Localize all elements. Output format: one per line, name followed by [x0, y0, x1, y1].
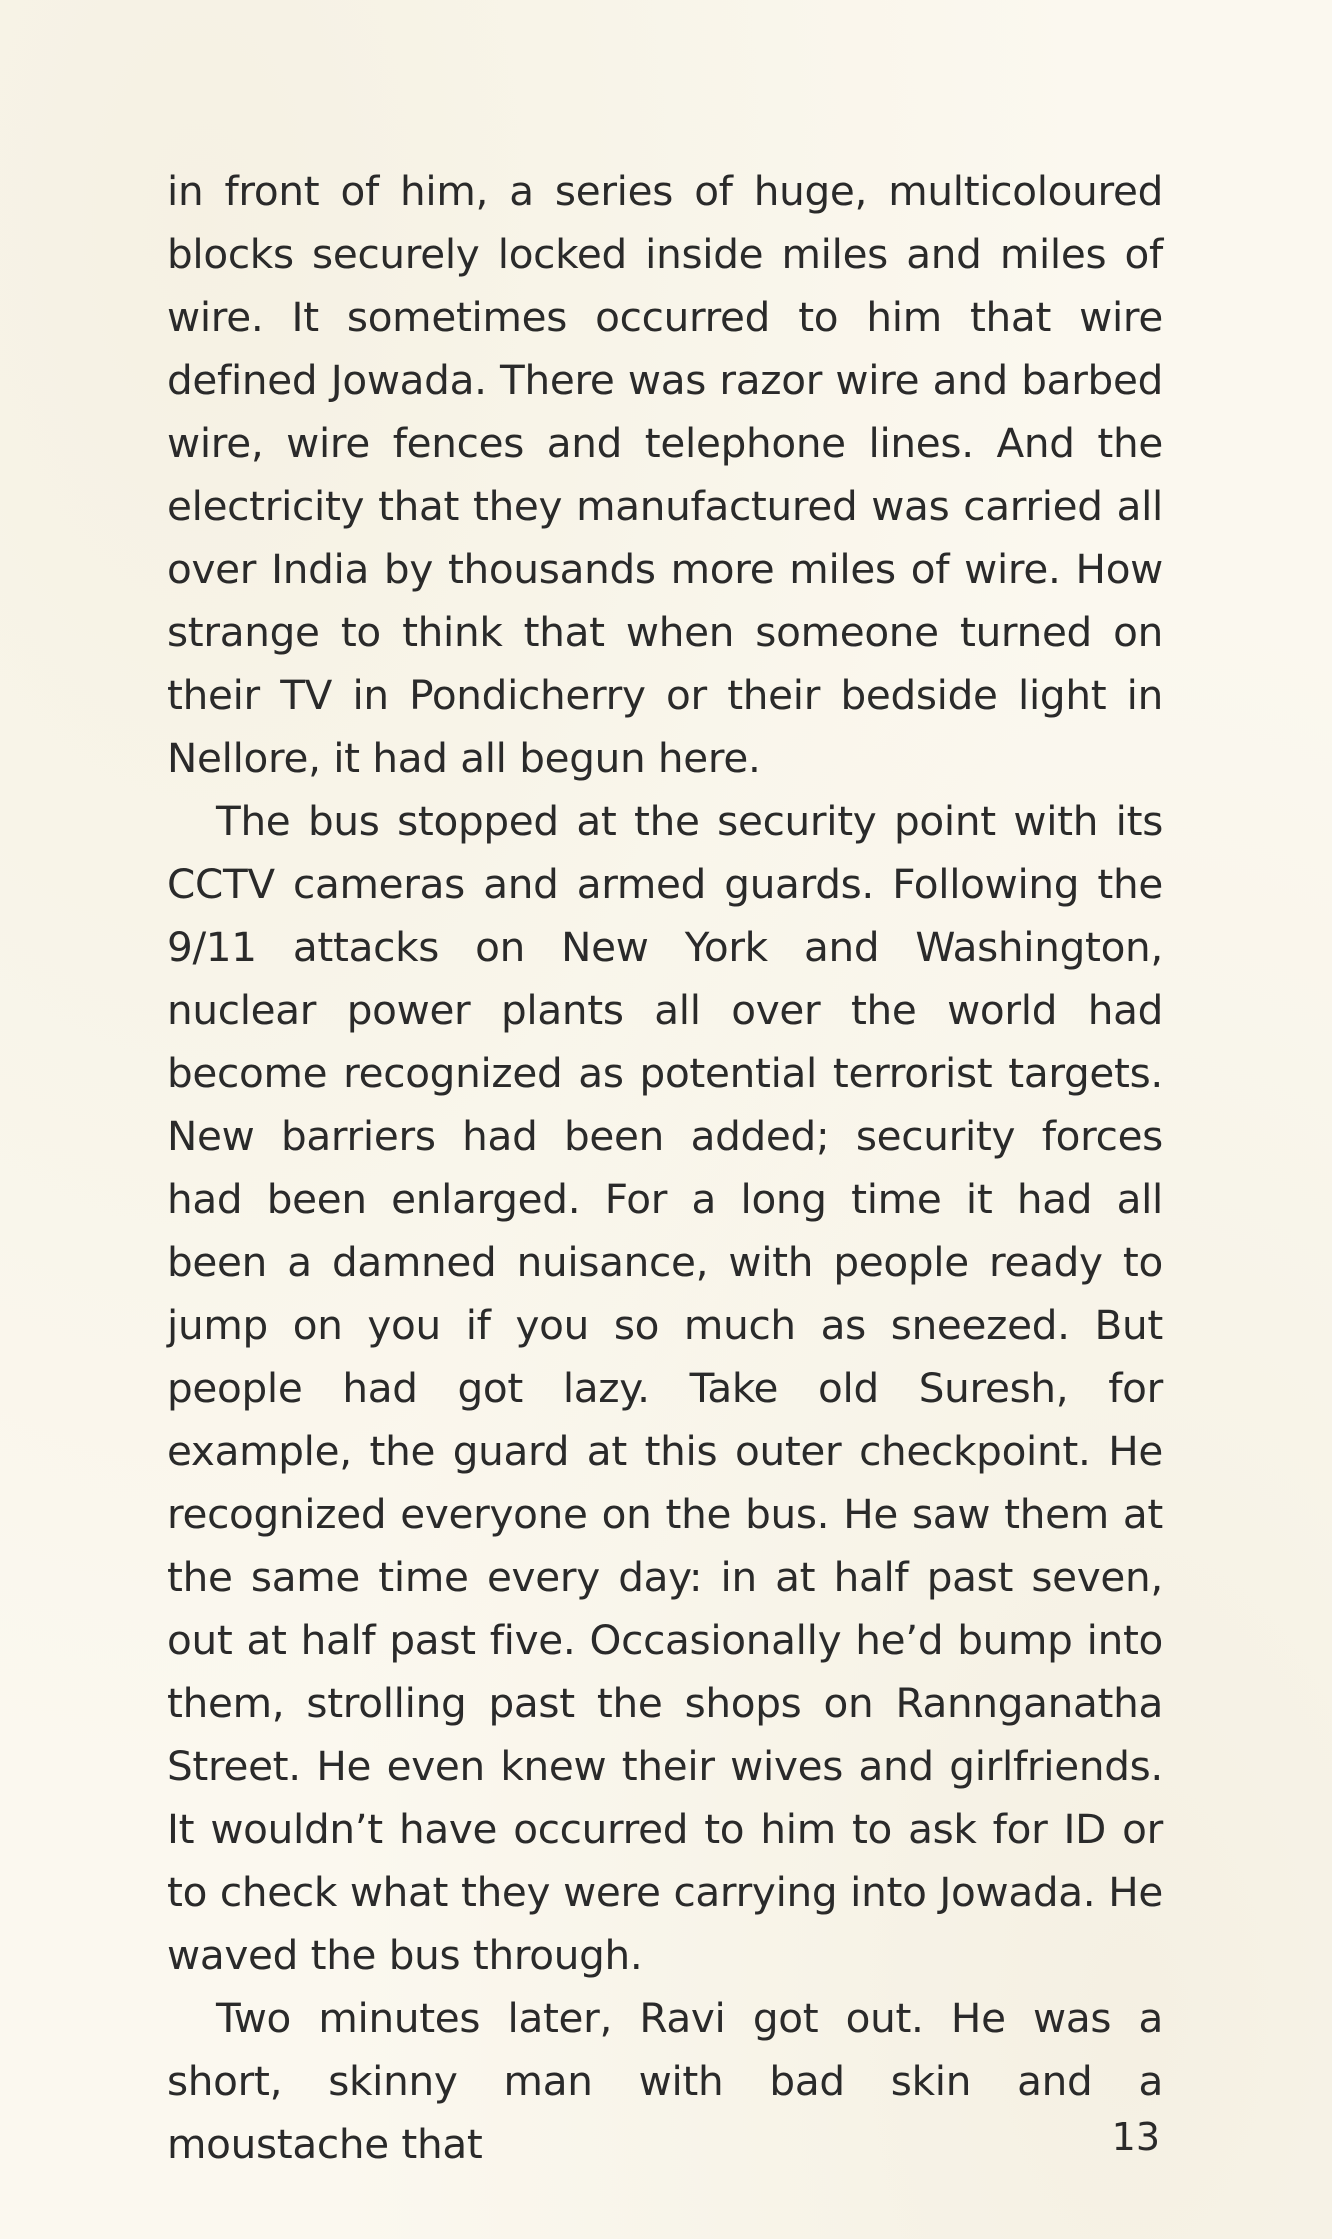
body-text — [167, 160, 1163, 2176]
page-number: 13 — [1111, 2115, 1160, 2159]
paragraph-3: Two minutes later, Ravi got out. He was a short, skinny man with bad skin and a moustache that — [167, 1994, 1163, 2168]
paragraph-2: The bus stopped at the security point with its CCTV cameras and armed guards. Following the 9/11 attacks on New York and Washington, nuclear power plants all over the world had become recognized as potential terrorist targets. New barriers had been added; security forces had been enlarged. For a long time it had all been a damned nuisance, with people ready to jump on you if you so much as sneezed. But people had got lazy. Take old Suresh, for example, the guard at this outer checkpoint. He recognized everyone on the bus. He saw them at the same time every day: in at half past seven, out at half past five. Occasionally he’d bump into them, strolling past the shops on Rannganatha Street. He even knew their wives and girlfriends. It wouldn’t have occurred to him to ask for ID or to check what they were carrying into Jowada. He waved the bus through. — [167, 797, 1163, 1979]
paragraph-1: in front of him, a series of huge, multicoloured blocks securely locked inside miles and miles of wire. It sometimes occurred to him that wire defined Jowada. There was razor wire and barbed wire, wire fences and telephone lines. And the electricity that they manufactured was carried all over India by thousands more miles of wire. How strange to think that when someone turned on their TV in Pondicherry or their bedside light in Nellore, it had all begun here. — [167, 167, 1163, 782]
